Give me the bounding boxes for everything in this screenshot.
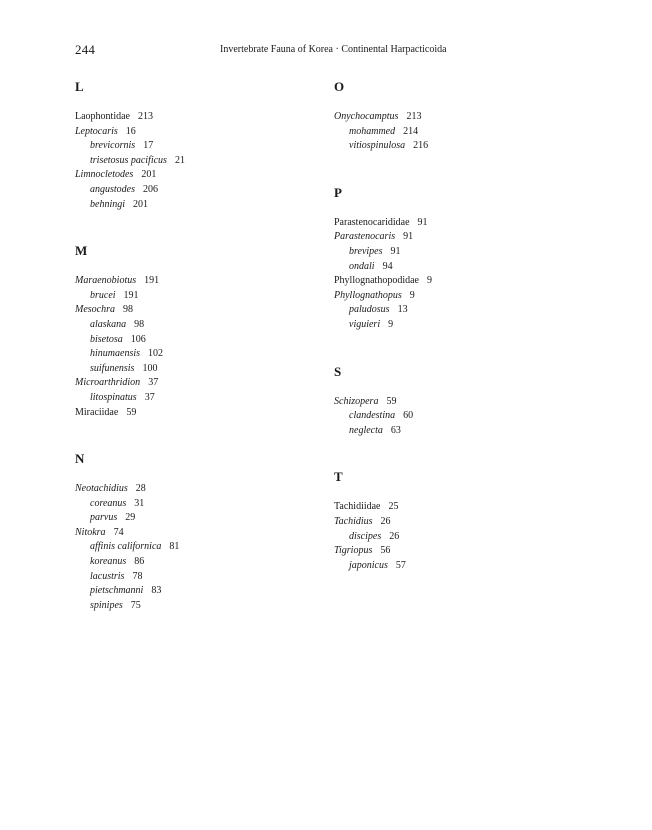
index-entry bbox=[334, 110, 574, 125]
entry-name: japonicus bbox=[349, 559, 388, 571]
index-subentry bbox=[75, 318, 315, 333]
index-entry bbox=[334, 500, 574, 515]
entry-page-number: 75 bbox=[130, 599, 141, 611]
index-subentry bbox=[75, 599, 315, 614]
entry-page-number: 17 bbox=[143, 140, 154, 152]
entry-page-number: 91 bbox=[417, 216, 428, 228]
running-title: Invertebrate Fauna of Korea · Continental Harpacticoida bbox=[220, 44, 447, 55]
index-subentry bbox=[75, 362, 315, 377]
entry-name: clandestina bbox=[349, 410, 396, 422]
entry-name: Phyllognathopus bbox=[334, 289, 402, 301]
index-subentry bbox=[75, 139, 315, 154]
entry-name: brevipes bbox=[349, 245, 383, 257]
entry-page-number: 81 bbox=[169, 541, 180, 553]
entry-name: alaskana bbox=[90, 318, 127, 330]
entry-name: Nitokra bbox=[75, 526, 106, 538]
index-subentry bbox=[334, 559, 574, 574]
index-subentry bbox=[334, 530, 574, 545]
entry-page-number: 59 bbox=[386, 395, 397, 407]
index-entry bbox=[75, 168, 315, 183]
index-subentry bbox=[334, 424, 574, 439]
entry-page-number: 56 bbox=[380, 545, 391, 557]
entry-name: pietschmanni bbox=[90, 585, 144, 597]
entry-page-number: 98 bbox=[134, 318, 145, 330]
entry-name: Phyllognathopodidae bbox=[334, 275, 419, 287]
index-entry-list bbox=[334, 395, 574, 439]
index-subentry bbox=[75, 333, 315, 348]
entry-name: Tachidiidae bbox=[334, 501, 381, 513]
entry-name: bisetosa bbox=[90, 333, 123, 345]
index-subentry bbox=[334, 409, 574, 424]
index-subentry bbox=[75, 555, 315, 570]
entry-page-number: 191 bbox=[123, 289, 139, 301]
entry-page-number: 37 bbox=[148, 377, 159, 389]
entry-name: Tigriopus bbox=[334, 545, 373, 557]
entry-page-number: 91 bbox=[403, 231, 414, 243]
entry-page-number: 213 bbox=[137, 111, 153, 122]
entry-page-number: 106 bbox=[130, 333, 146, 345]
entry-name: Mesochra bbox=[75, 304, 115, 316]
entry-page-number: 25 bbox=[388, 501, 399, 513]
entry-name: vitiospinulosa bbox=[349, 140, 406, 152]
entry-page-number: 60 bbox=[403, 410, 414, 422]
index-subentry bbox=[334, 245, 574, 260]
entry-page-number: 214 bbox=[403, 125, 419, 137]
entry-name: brucei bbox=[90, 289, 116, 301]
section-letter: T bbox=[334, 469, 343, 485]
index-column-left bbox=[75, 78, 315, 613]
entry-page-number: 9 bbox=[409, 289, 415, 301]
entry-name: viguieri bbox=[349, 318, 381, 330]
index-entry bbox=[75, 303, 315, 318]
index-section-n bbox=[75, 450, 315, 613]
entry-name: paludosus bbox=[349, 304, 390, 316]
index-subentry bbox=[334, 125, 574, 140]
entry-name: Miraciidae bbox=[75, 406, 119, 418]
entry-page-number: 83 bbox=[151, 585, 162, 597]
entry-page-number: 86 bbox=[134, 556, 145, 568]
entry-page-number: 102 bbox=[148, 348, 163, 360]
index-subentry bbox=[75, 391, 315, 406]
entry-name: Limnocletodes bbox=[75, 169, 134, 181]
entry-name: affinis californica bbox=[90, 541, 162, 553]
index-subentry bbox=[75, 289, 315, 304]
index-section-l bbox=[75, 78, 315, 212]
entry-page-number: 37 bbox=[144, 391, 155, 403]
section-letter: P bbox=[334, 184, 342, 200]
index-subentry bbox=[75, 198, 315, 213]
index-subentry bbox=[75, 511, 315, 526]
index-subentry bbox=[334, 303, 574, 318]
index-column-right bbox=[334, 78, 574, 573]
index-subentry bbox=[75, 154, 315, 169]
entry-name: Schizopera bbox=[334, 395, 379, 407]
index-subentry bbox=[75, 570, 315, 585]
index-section-o bbox=[334, 78, 574, 154]
entry-page-number: 78 bbox=[132, 570, 143, 582]
index-entry bbox=[334, 274, 574, 289]
entry-page-number: 28 bbox=[135, 483, 146, 495]
entry-name: litospinatus bbox=[90, 391, 137, 403]
section-letter: O bbox=[334, 79, 345, 94]
entry-name: Leptocaris bbox=[75, 125, 118, 137]
index-section-p bbox=[334, 184, 574, 333]
entry-page-number: 16 bbox=[125, 125, 136, 137]
index-entry bbox=[334, 515, 574, 530]
page-header bbox=[75, 42, 580, 60]
index-entry-list bbox=[75, 274, 315, 420]
index-entry bbox=[334, 395, 574, 410]
entry-page-number: 59 bbox=[126, 406, 137, 418]
index-entry bbox=[334, 289, 574, 304]
entry-name: Tachidius bbox=[334, 515, 373, 527]
entry-page-number: 100 bbox=[142, 362, 158, 374]
section-letter: S bbox=[334, 363, 342, 379]
index-subentry bbox=[75, 497, 315, 512]
index-entry bbox=[75, 376, 315, 391]
entry-name: behningi bbox=[90, 198, 125, 210]
index-entry bbox=[334, 230, 574, 245]
index-entry bbox=[75, 482, 315, 497]
index-subentry bbox=[75, 540, 315, 555]
index-subentry bbox=[334, 260, 574, 275]
entry-page-number: 94 bbox=[382, 260, 393, 272]
entry-name: lacustris bbox=[90, 570, 125, 582]
entry-name: suifunensis bbox=[90, 362, 135, 374]
index-entry bbox=[75, 274, 315, 289]
index-entry bbox=[75, 125, 315, 140]
entry-name: parvus bbox=[90, 512, 118, 524]
entry-page-number: 21 bbox=[174, 154, 185, 166]
entry-page-number: 26 bbox=[389, 530, 400, 542]
entry-name: Maraenobiotus bbox=[75, 275, 137, 287]
section-letter: N bbox=[75, 451, 85, 467]
section-letter: M bbox=[75, 243, 88, 259]
index-entry bbox=[334, 544, 574, 559]
entry-page-number: 57 bbox=[395, 559, 406, 571]
index-subentry bbox=[334, 318, 574, 333]
index-subentry bbox=[334, 139, 574, 154]
entry-page-number: 216 bbox=[413, 140, 429, 152]
entry-page-number: 29 bbox=[125, 512, 136, 524]
entry-name: mohammed bbox=[349, 125, 396, 137]
entry-name: Onychocamptus bbox=[334, 111, 399, 122]
index-subentry bbox=[75, 183, 315, 198]
entry-name: koreanus bbox=[90, 556, 127, 568]
section-letter: L bbox=[75, 79, 84, 94]
entry-page-number: 26 bbox=[380, 515, 391, 527]
index-entry bbox=[75, 406, 315, 421]
entry-name: Parastenocarididae bbox=[334, 216, 410, 228]
entry-page-number: 9 bbox=[427, 275, 432, 287]
entry-page-number: 74 bbox=[113, 526, 124, 538]
entry-name: ondali bbox=[349, 260, 375, 272]
entry-page-number: 201 bbox=[133, 198, 148, 210]
index-subentry bbox=[75, 584, 315, 599]
entry-page-number: 31 bbox=[134, 497, 145, 509]
entry-page-number: 9 bbox=[388, 318, 394, 330]
entry-name: neglecta bbox=[349, 424, 383, 436]
index-section-m bbox=[75, 242, 315, 420]
index-subentry bbox=[75, 347, 315, 362]
index-entry-list bbox=[334, 500, 574, 573]
index-entry-list bbox=[75, 482, 315, 613]
index-entry-list bbox=[334, 110, 574, 154]
entry-name: trisetosus pacificus bbox=[90, 154, 167, 166]
entry-page-number: 91 bbox=[390, 245, 401, 257]
entry-name: coreanus bbox=[90, 497, 127, 509]
index-entry bbox=[75, 526, 315, 541]
entry-page-number: 201 bbox=[141, 169, 157, 181]
entry-page-number: 191 bbox=[144, 275, 160, 287]
entry-page-number: 63 bbox=[390, 424, 401, 436]
entry-name: hinumaensis bbox=[90, 348, 140, 360]
entry-page-number: 13 bbox=[397, 304, 408, 316]
entry-page-number: 98 bbox=[123, 304, 133, 316]
index-entry bbox=[334, 216, 574, 231]
entry-page-number: 213 bbox=[406, 111, 422, 122]
index-entry bbox=[75, 110, 315, 125]
index-entry-list bbox=[334, 216, 574, 333]
entry-name: angustodes bbox=[90, 183, 135, 195]
entry-page-number: 206 bbox=[143, 183, 158, 195]
entry-name: Parastenocaris bbox=[334, 231, 396, 243]
entry-name: spinipes bbox=[90, 599, 123, 611]
entry-name: brevicornis bbox=[90, 140, 136, 152]
entry-name: Laophontidae bbox=[75, 111, 130, 122]
index-section-t bbox=[334, 468, 574, 573]
index-entry-list bbox=[75, 110, 315, 212]
index-section-s bbox=[334, 363, 574, 439]
entry-name: Neotachidius bbox=[75, 483, 128, 495]
entry-name: discipes bbox=[349, 530, 382, 542]
entry-name: Microarthridion bbox=[75, 377, 141, 389]
page-number: 244 bbox=[75, 42, 96, 57]
